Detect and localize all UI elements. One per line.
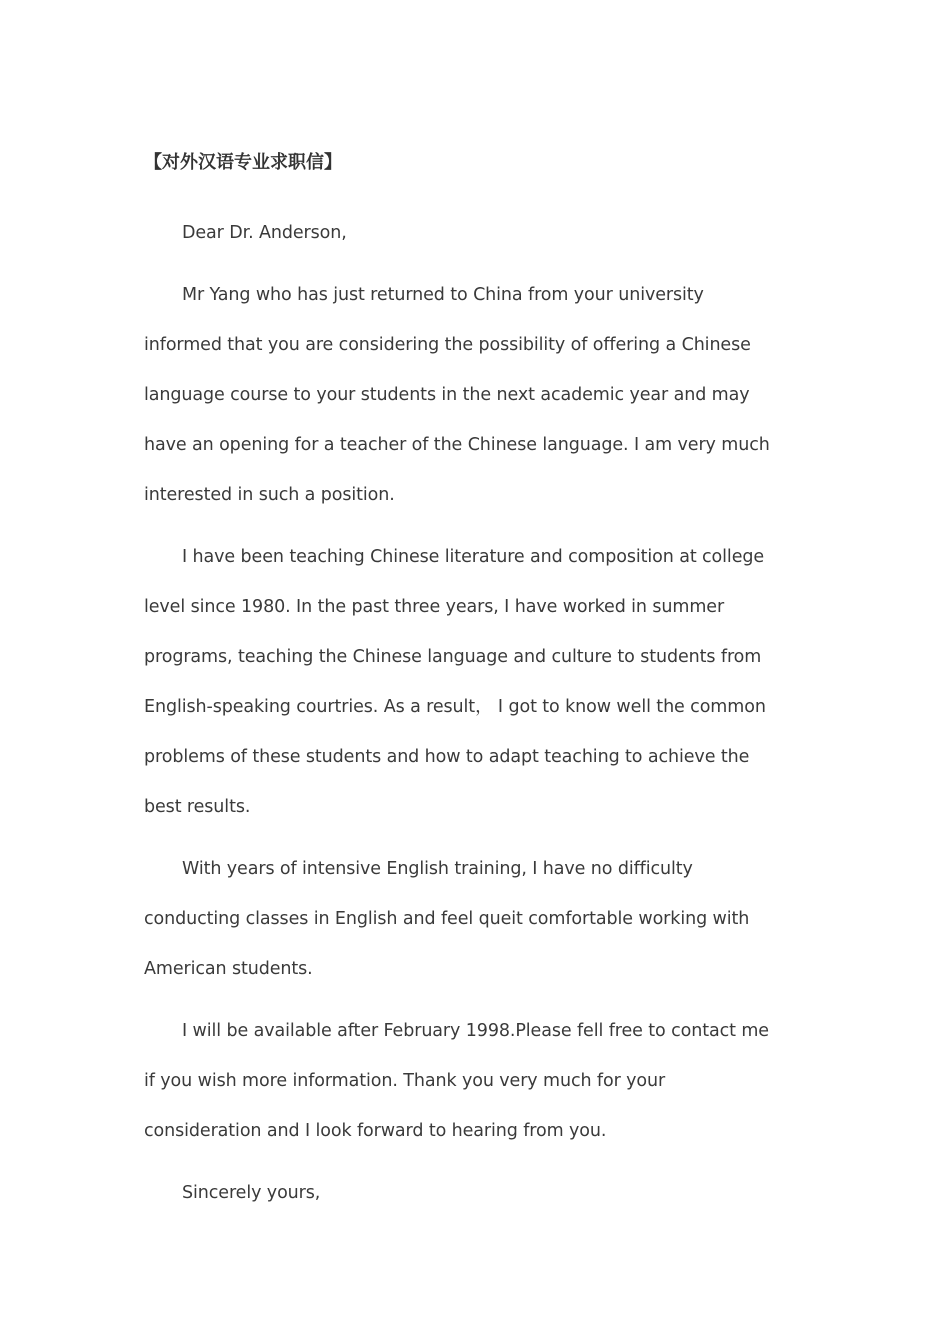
paragraph-2 [144,532,804,832]
paragraph-line: if you wish more information. Thank you very much for your [144,1071,666,1091]
letter-page [144,148,804,1230]
paragraph-line: conducting classes in English and feel queit comfortable working with [144,909,750,929]
paragraph-3 [144,844,804,994]
paragraph-line: language course to your students in the next academic year and may [144,385,750,405]
paragraph-line: With years of intensive English training, I have no difficulty [182,859,693,879]
paragraph-line: English-speaking courtries. As a result， I got to know well the common [144,697,766,717]
document-title: 【对外汉语专业求职信】 [144,152,342,173]
paragraph-line: interested in such a position. [144,485,395,505]
paragraph-line: informed that you are considering the possibility of offering a Chinese [144,335,751,355]
paragraph-line: level since 1980. In the past three years, I have worked in summer [144,597,725,617]
paragraph-line: I will be available after February 1998.Please fell free to contact me [182,1021,769,1041]
paragraph-line: American students. [144,959,313,979]
paragraph-4 [144,1006,804,1156]
paragraph-line: best results. [144,797,251,817]
paragraph-line: have an opening for a teacher of the Chinese language. I am very much [144,435,770,455]
salutation: Dear Dr. Anderson, [182,223,347,243]
paragraph-line: problems of these students and how to adapt teaching to achieve the [144,747,750,767]
paragraph-line: I have been teaching Chinese literature and composition at college [182,547,765,567]
paragraph-line: consideration and I look forward to hearing from you. [144,1121,607,1141]
paragraph-line: Mr Yang who has just returned to China from your university [182,285,704,305]
closing: Sincerely yours, [182,1183,321,1203]
paragraph-line: programs, teaching the Chinese language and culture to students from [144,647,762,667]
paragraph-1 [144,270,804,520]
